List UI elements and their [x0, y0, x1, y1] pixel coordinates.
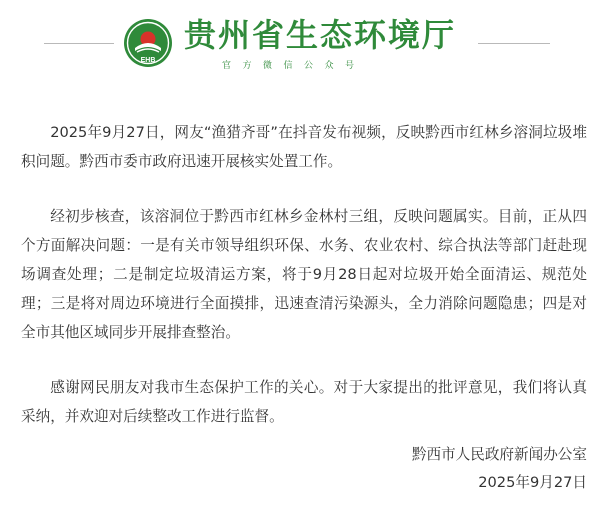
logo-text: EHB [140, 57, 156, 64]
account-subtitle: 官方微信公众号 [222, 61, 366, 71]
article-paragraph-3: 感谢网民朋友对我市生态保护工作的关心。对于大家提出的批评意见，我们将认真采纳，并欢迎对后续整改工作进行监督。 [21, 379, 587, 425]
header-divider-left [44, 43, 114, 44]
signature-office: 黔西市人民政府新闻办公室 [411, 446, 587, 463]
article-paragraph-1: 2025年9月27日，网友“渔猎齐哥”在抖音发布视频，反映黔西市红林乡溶洞垃圾堆积问题。黔西市委市政府迅速开展核实处置工作。 [21, 124, 587, 170]
article-body [21, 118, 587, 457]
article-paragraph-2: 经初步核查，该溶洞位于黔西市红林乡金林村三组，反映问题属实。目前，正从四个方面解决问题：一是有关市领导组织环保、水务、农业农村、综合执法等部门赶赴现场调查处理；二是制定垃圾清运方案，将于9月28日起对垃圾开始全面清运、规范处理；三是将对周边环境进行全面摸排，迅速查清污染源头，全力消除问题隐患；四是对全市其他区域同步开展排查整治。 [21, 208, 587, 341]
header-divider-right [478, 43, 550, 44]
signature-date: 2025年9月27日 [478, 474, 587, 491]
ehb-logo-icon [123, 18, 173, 68]
account-header [0, 0, 607, 92]
account-name: 贵州省生态环境厅 [184, 16, 457, 54]
